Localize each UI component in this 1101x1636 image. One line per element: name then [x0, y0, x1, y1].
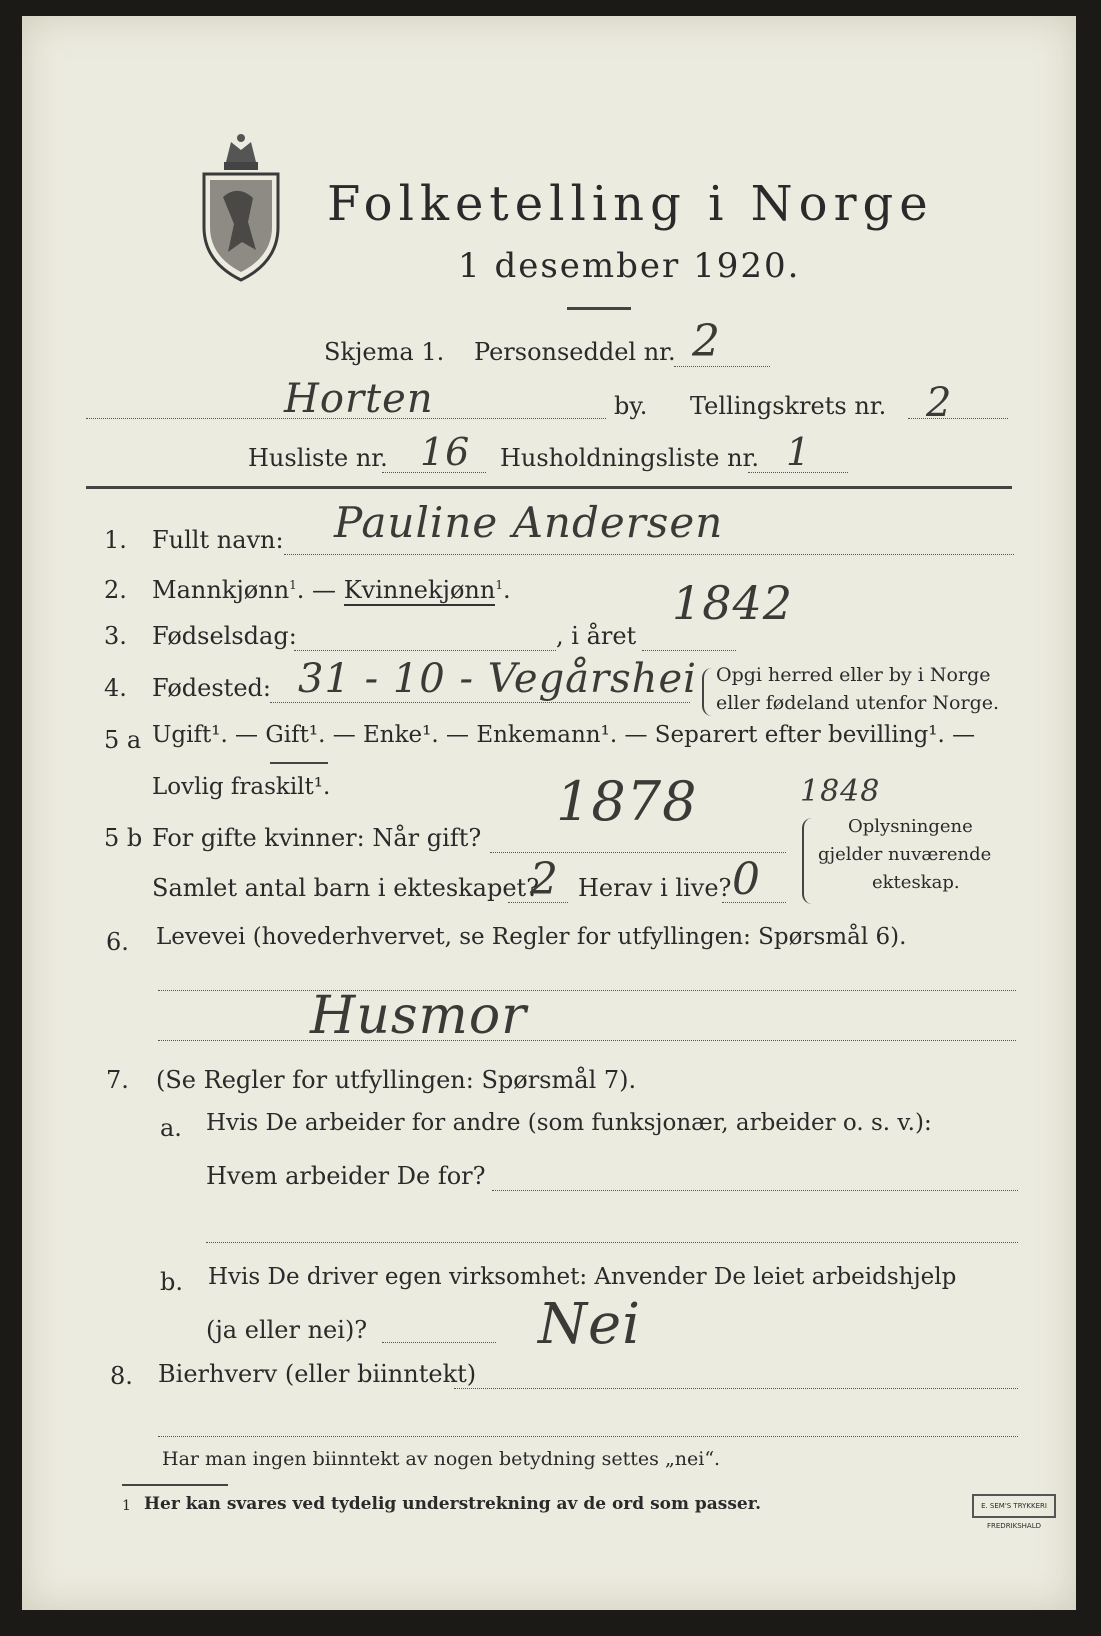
q4-label: Fødested: — [152, 674, 271, 702]
q8-note: Har man ingen biinntekt av nogen betydning settes „nei“. — [162, 1448, 721, 1470]
q5b-note-line1: Oplysningene — [848, 816, 973, 837]
q2-number: 2. — [104, 576, 127, 604]
q8-line2[interactable] — [158, 1436, 1018, 1437]
q6-value[interactable]: Husmor — [310, 986, 527, 1046]
form-date: 1 desember 1920. — [458, 246, 801, 286]
q5b-value[interactable]: 1878 — [556, 770, 698, 833]
q7a-line1[interactable] — [492, 1190, 1018, 1191]
by-label: by. — [614, 392, 648, 420]
by-value[interactable]: Horten — [284, 376, 434, 422]
q3-day-line — [294, 650, 556, 651]
q7b-line — [382, 1342, 496, 1343]
q3-year-line — [642, 650, 736, 651]
tellingskrets-label: Tellingskrets nr. — [690, 392, 887, 420]
q7b-number: b. — [160, 1268, 183, 1296]
tellingskrets-value[interactable]: 2 — [926, 380, 953, 426]
footnote-mark: 1 — [122, 1498, 131, 1514]
q8-line1[interactable] — [454, 1388, 1018, 1389]
q5b-note-line2: gjelder nuværende — [818, 844, 992, 865]
q1-number: 1. — [104, 526, 127, 554]
q5b-barn-value[interactable]: 2 — [530, 854, 559, 905]
q6-line1 — [158, 990, 1016, 991]
q7a-label: Hvis De arbeider for andre (som funksjonær, arbeider o. s. v.): — [206, 1110, 932, 1136]
printer-stamp: E. SEM'S TRYKKERI FREDRIKSHALD — [972, 1494, 1056, 1518]
q5b-barn-label: Samlet antal barn i ekteskapet? — [152, 874, 540, 902]
q5a-options-line2[interactable]: Lovlig fraskilt¹. — [152, 774, 331, 800]
q6-line2 — [158, 1040, 1016, 1041]
q6-label: Levevei (hovederhvervet, se Regler for utfyllingen: Spørsmål 6). — [156, 924, 907, 950]
q1-label: Fullt navn: — [152, 526, 284, 554]
q3-label: Fødselsdag: — [152, 622, 297, 650]
q5b-note-line3: ekteskap. — [872, 872, 960, 893]
q7b-value[interactable]: Nei — [538, 1292, 642, 1357]
q5a-enke-underline — [270, 762, 328, 764]
title-divider — [567, 307, 631, 310]
q4-note-line1: Opgi herred eller by i Norge — [716, 664, 991, 686]
q5b-line — [490, 852, 786, 853]
q8-number: 8. — [110, 1362, 133, 1390]
q7a-line2[interactable] — [206, 1242, 1018, 1243]
personseddel-line — [674, 366, 770, 367]
personseddel-value[interactable]: 2 — [692, 316, 721, 367]
norwegian-coat-of-arms-icon — [198, 132, 284, 282]
q7-label: (Se Regler for utfyllingen: Spørsmål 7). — [156, 1066, 637, 1094]
header-rule — [86, 486, 1012, 489]
q2-text: Mannkjønn$^1$. — Kvinnekjønn$^1$. — [152, 576, 511, 604]
q5b-extra-note: 1848 — [800, 774, 881, 809]
q4-note-line2: eller fødeland utenfor Norge. — [716, 692, 1000, 714]
form-title: Folketelling i Norge — [327, 176, 934, 232]
q7b-label2: (ja eller nei)? — [206, 1316, 368, 1344]
q4-brace — [702, 668, 712, 716]
q3-year-label: , i året — [556, 622, 637, 650]
q2-mannkjonn[interactable]: Mannkjønn — [152, 576, 290, 604]
tellingskrets-line — [908, 418, 1008, 419]
q5b-live-label: Herav i live? — [578, 874, 732, 902]
q8-label: Bierhverv (eller biinntekt) — [158, 1360, 477, 1388]
q7b-label: Hvis De driver egen virksomhet: Anvender De leiet arbeidshjelp — [208, 1264, 957, 1290]
q5b-number: 5 b — [104, 824, 143, 852]
husholdningsliste-value[interactable]: 1 — [786, 430, 812, 474]
q5a-number: 5 a — [104, 726, 142, 754]
husholdningsliste-label: Husholdningsliste nr. — [500, 444, 759, 472]
q7-number: 7. — [106, 1066, 129, 1094]
q2-kvinnekjonn[interactable]: Kvinnekjønn — [343, 576, 496, 604]
q4-line — [270, 702, 690, 703]
q5b-brace — [802, 818, 814, 904]
q5a-options[interactable]: Ugift¹. — Gift¹. — Enke¹. — Enkemann¹. — Separert efter bevilling¹. — — [152, 722, 976, 748]
footnote-rule — [122, 1484, 228, 1486]
personseddel-label: Personseddel nr. — [474, 338, 676, 366]
husliste-value[interactable]: 16 — [420, 430, 471, 474]
q7a-number: a. — [160, 1114, 182, 1142]
skjema-label: Skjema 1. — [324, 338, 445, 366]
q4-value[interactable]: 31 - 10 - Vegårshei — [298, 656, 697, 702]
q3-number: 3. — [104, 622, 127, 650]
q5b-live-value[interactable]: 0 — [732, 854, 761, 905]
footnote-text: Her kan svares ved tydelig understrekning av de ord som passer. — [144, 1494, 762, 1514]
q3-year-value[interactable]: 1842 — [672, 576, 794, 630]
census-form-sheet — [22, 16, 1076, 1610]
q4-number: 4. — [104, 674, 127, 702]
q1-line — [284, 554, 1014, 555]
q1-value[interactable]: Pauline Andersen — [334, 498, 724, 547]
q5b-label: For gifte kvinner: Når gift? — [152, 824, 482, 852]
q6-number: 6. — [106, 928, 129, 956]
husliste-label: Husliste nr. — [248, 444, 388, 472]
q7a-label2: Hvem arbeider De for? — [206, 1162, 486, 1190]
